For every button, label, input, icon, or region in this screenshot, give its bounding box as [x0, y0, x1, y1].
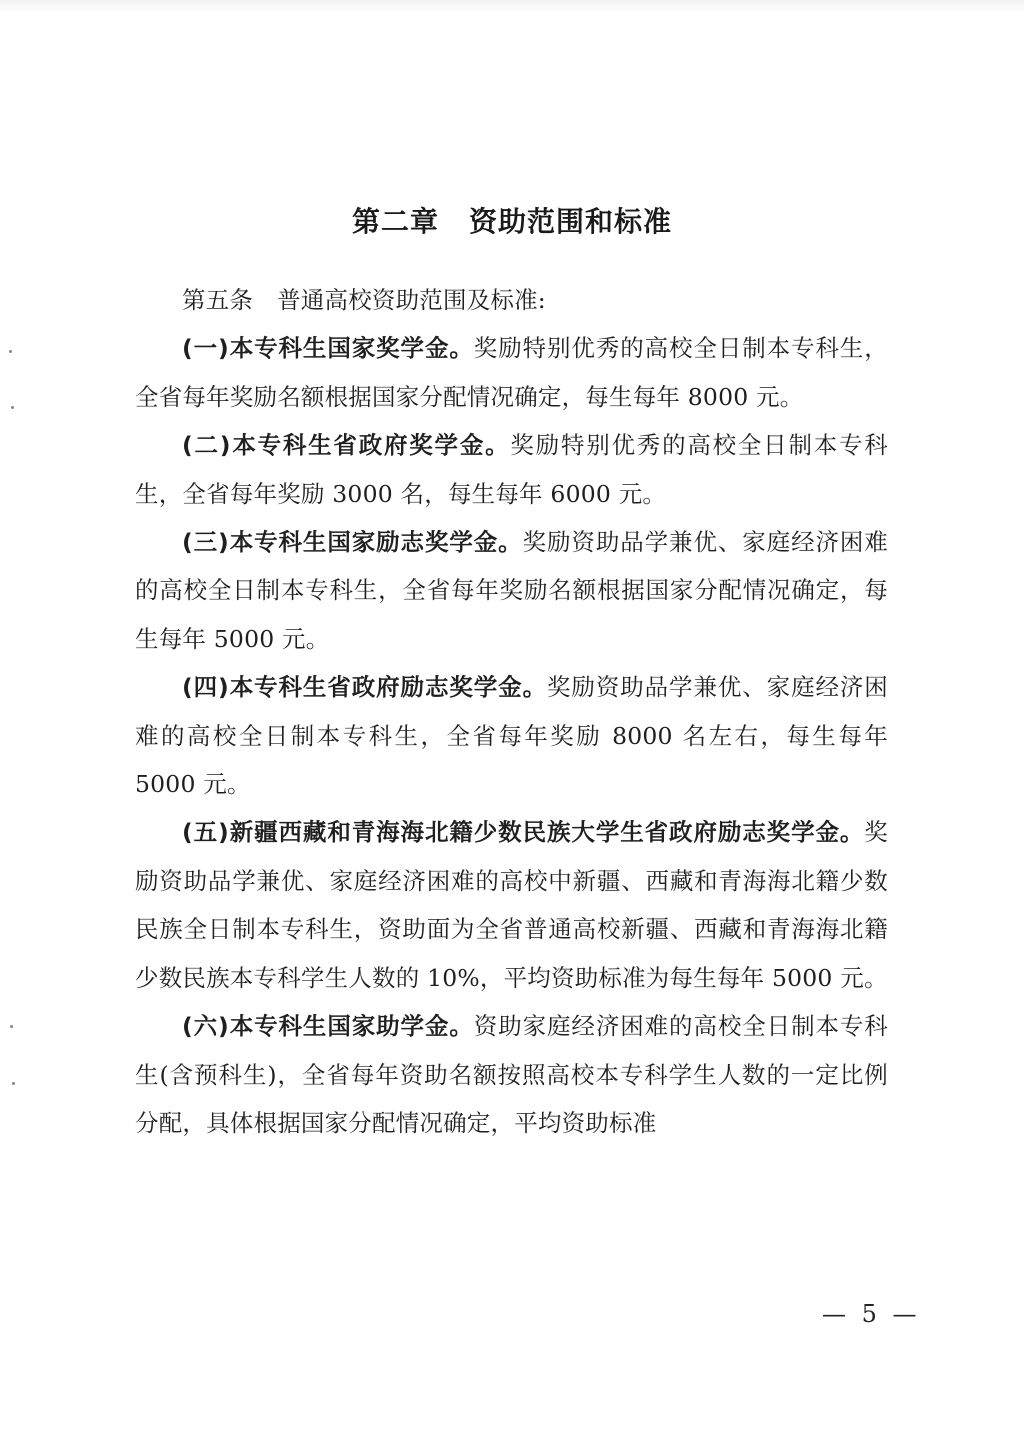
clause-4 — [135, 663, 888, 808]
article-text: 普通高校资助范围及标准: — [277, 286, 546, 314]
clause-heading: (一)本专科生国家奖学金。 — [182, 334, 474, 363]
clause-body: 奖励资助品学兼优、家庭经济困难的高校中新疆、西藏和青海海北籍少数民族全日制本专科生，资助面为全省普通高校新疆、西藏和青海海北籍少数民族本专科学生人数的 10%，平均资助标准为每生每年 5000 元。 — [135, 818, 888, 992]
clause-body: 奖励资助品学兼优、家庭经济困难的高校全日制本专科生，全省每年奖励 8000 名左右，每生每年 5000 元。 — [135, 673, 888, 799]
page-number: — 5 — — [822, 1300, 921, 1328]
clause-1 — [135, 324, 888, 421]
article-line — [135, 276, 888, 324]
article-label: 第五条 — [182, 286, 254, 314]
scan-speck — [12, 1082, 15, 1085]
scan-speck — [11, 406, 14, 409]
clause-body: 奖励特别优秀的高校全日制本专科生，全省每年奖励名额根据国家分配情况确定，每生每年 8000 元。 — [135, 334, 888, 411]
clause-5 — [135, 808, 888, 1002]
chapter-title: 资助范围和标准 — [469, 205, 673, 238]
chapter-label: 第二章 — [351, 205, 439, 238]
scan-edge — [0, 0, 1024, 14]
clause-body: 奖励资助品学兼优、家庭经济困难的高校全日制本专科生，全省每年奖励名额根据国家分配情况确定，每生每年 5000 元。 — [135, 528, 888, 653]
clause-heading: (三)本专科生国家励志奖学金。 — [182, 528, 523, 557]
scan-speck — [10, 1025, 13, 1028]
clause-body: 奖励特别优秀的高校全日制本专科生，全省每年奖励 3000 名，每生每年 6000 元。 — [135, 431, 888, 508]
clause-3 — [135, 518, 888, 663]
scan-speck — [9, 350, 12, 353]
clause-heading: (二)本专科生省政府奖学金。 — [182, 431, 511, 460]
document-body — [135, 276, 888, 1147]
clause-body: 资助家庭经济困难的高校全日制本专科生(含预科生)，全省每年资助名额按照高校本专科学生人数的一定比例分配，具体根据国家分配情况确定，平均资助标准 — [135, 1012, 888, 1137]
clause-heading: (四)本专科生省政府励志奖学金。 — [182, 673, 547, 702]
clause-heading: (五)新疆西藏和青海海北籍少数民族大学生省政府励志奖学金。 — [182, 818, 865, 847]
clause-heading: (六)本专科生国家助学金。 — [182, 1012, 474, 1041]
clause-2 — [135, 421, 888, 518]
chapter-heading — [0, 200, 1024, 240]
clause-6 — [135, 1002, 888, 1147]
